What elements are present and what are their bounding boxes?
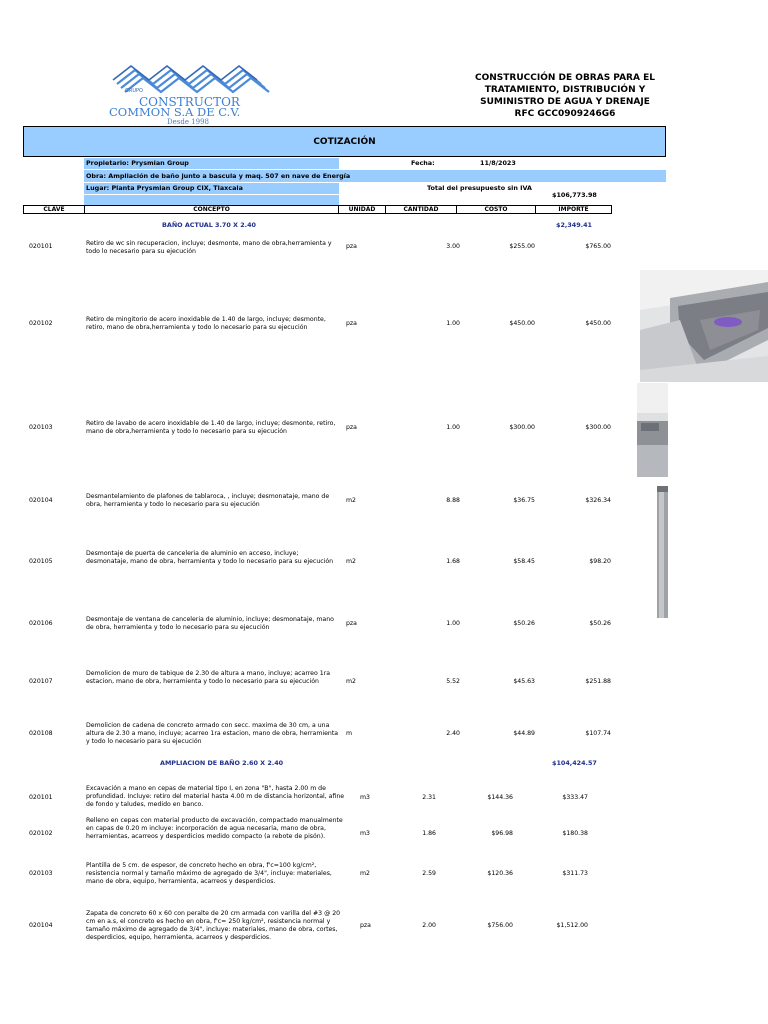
row-concepto: Zapata de concreto 60 x 60 con peralte de 20 cm armada con varilla del #3 @ 20 cm en a.s, el concreto es hecho en obra, f'c= 250 kg/cm², resistencia normal y tamaño máximo de agregado de 3/4", incluye: materiales, mano de obra, cortes, desperdicios, equipo, herramienta, acarreos y desperdicios.: [86, 910, 341, 941]
row-costo: $756.00: [487, 922, 513, 929]
row-costo: $96.98: [491, 830, 513, 837]
row-clave: 020106: [29, 620, 53, 627]
row-unidad: m3: [360, 830, 370, 837]
row-cantidad: 2.59: [422, 870, 436, 877]
col-clave: CLAVE: [23, 205, 85, 214]
row-unidad: pza: [346, 424, 357, 431]
work-label: Obra: Ampliación de baño junto a bascula y maq. 507 en nave de Energía: [86, 172, 351, 180]
section2-title: AMPLIACION DE BAÑO 2.60 X 2.40: [160, 759, 284, 767]
owner-label: Propietario: Prysmian Group: [86, 159, 189, 167]
row-costo: $450.00: [509, 320, 535, 327]
col-importe: IMPORTE: [535, 205, 612, 214]
row-costo: $300.00: [509, 424, 535, 431]
company-logo: [105, 62, 300, 124]
row-concepto: Demolicion de muro de tabique de 2.30 de altura a mano, incluye; acarreo 1ra estacion, mano de obra, herramienta y todo lo necesario para su ejecución: [86, 670, 331, 685]
row-concepto: Relleno en cepas con material producto de excavación, compactado manualmente en capas de 0.20 m incluye: incorporación de agua necesaria, mano de obra, herramientas, acarreos y desperdicios medido compacto (a rebote de pisón).: [86, 817, 343, 840]
row-cantidad: 1.68: [446, 558, 460, 565]
row-unidad: m2: [360, 870, 370, 877]
row-costo: $58.45: [513, 558, 535, 565]
section1-total: $2,349.41: [556, 221, 592, 229]
date-value: 11/8/2023: [480, 159, 516, 167]
section2-total: $104,424.57: [552, 759, 597, 767]
row-concepto: Plantilla de 5 cm. de espesor, de concreto hecho en obra, f'c=100 kg/cm², resistencia normal y tamaño máximo de agregado de 3/4", incluye: materiales, mano de obra, equipo, herramienta, acarreos y desperdicios.: [86, 862, 332, 885]
row-importe: $1,512.00: [556, 922, 588, 929]
row-cantidad: 1.86: [422, 830, 436, 837]
logo-line1: CONSTRUCTOR: [139, 95, 240, 109]
company-line-2: TRATAMIENTO, DISTRIBUCIÓN Y: [484, 85, 646, 95]
row-unidad: m: [346, 730, 353, 737]
row-clave: 020103: [29, 424, 53, 431]
col-cantidad: CANTIDAD: [385, 205, 457, 214]
row-clave: 020105: [29, 558, 53, 565]
logo-grupo: GRUPO: [125, 88, 143, 94]
info-band-gap: [84, 195, 339, 205]
row-concepto: Retiro de lavabo de acero inoxidable de 1.40 de largo, incluye; desmonte, retiro, mano de obra,herramienta y todo lo necesario para su ejecución: [86, 420, 336, 435]
site-photo-urinal: [640, 270, 768, 382]
col-unidad: UNIDAD: [338, 205, 386, 214]
total-label: Total del presupuesto sin IVA: [427, 184, 532, 192]
row-importe: $107.74: [585, 730, 611, 737]
row-importe: $98.20: [589, 558, 611, 565]
row-cantidad: 2.40: [446, 730, 460, 737]
section1-title: BAÑO ACTUAL 3.70 X 2.40: [162, 221, 256, 229]
row-cantidad: 1.00: [446, 320, 460, 327]
row-concepto: Desmantelamiento de plafones de tablaroca, , incluye; desmonataje, mano de obra, herramienta y todo lo necesario para su ejecución: [86, 493, 330, 508]
row-cantidad: 1.00: [446, 620, 460, 627]
company-line-1: CONSTRUCCIÓN DE OBRAS PARA EL: [475, 73, 655, 83]
row-importe: $251.88: [585, 678, 611, 685]
row-concepto: Retiro de wc sin recuperacion, incluye; desmonte, mano de obra,herramienta y todo lo necesario para su ejecución: [86, 240, 332, 255]
row-importe: $50.26: [589, 620, 611, 627]
row-clave: 020101: [29, 243, 53, 250]
row-clave: 020102: [29, 830, 53, 837]
row-concepto: Retiro de mingitorio de acero inoxidable de 1.40 de largo, incluye; desmonte, retiro, mano de obra,herramienta y todo lo necesario para su ejecución: [86, 316, 326, 331]
row-importe: $311.73: [562, 870, 588, 877]
row-costo: $255.00: [509, 243, 535, 250]
document-title-text: COTIZACIÓN: [313, 136, 376, 147]
row-costo: $50.26: [513, 620, 535, 627]
row-concepto: Desmontaje de puerta de canceleria de aluminio en acceso, incluye; desmonataje, mano de obra, herramienta y todo lo necesario para su ejecución: [86, 550, 334, 565]
row-clave: 020102: [29, 320, 53, 327]
col-concepto: CONCEPTO: [84, 205, 339, 214]
company-rfc: RFC GCC0909246G6: [514, 109, 616, 119]
row-clave: 020104: [29, 922, 53, 929]
row-unidad: m3: [360, 794, 370, 801]
row-costo: $120.36: [487, 870, 513, 877]
row-unidad: m2: [346, 497, 356, 504]
row-unidad: m2: [346, 678, 356, 685]
row-importe: $765.00: [585, 243, 611, 250]
row-costo: $36.75: [513, 497, 535, 504]
company-line-3: SUMINISTRO DE AGUA Y DRENAJE: [480, 97, 650, 107]
row-unidad: pza: [346, 320, 357, 327]
row-unidad: pza: [346, 243, 357, 250]
row-cantidad: 2.00: [422, 922, 436, 929]
row-importe: $333.47: [562, 794, 588, 801]
logo-line2: COMMON S.A DE C.V.: [109, 105, 241, 119]
row-unidad: pza: [346, 620, 357, 627]
site-photo-wall: [657, 486, 668, 618]
row-importe: $450.00: [585, 320, 611, 327]
row-importe: $326.34: [585, 497, 611, 504]
company-header: [470, 72, 660, 120]
row-unidad: pza: [360, 922, 371, 929]
row-costo: $45.63: [513, 678, 535, 685]
row-cantidad: 8.88: [446, 497, 460, 504]
row-costo: $144.36: [487, 794, 513, 801]
row-clave: 020107: [29, 678, 53, 685]
row-concepto: Desmontaje de ventana de canceleria de aluminio, incluye; desmonataje, mano de obra, herramienta y todo lo necesario para su ejecución: [86, 616, 334, 631]
row-importe: $180.38: [562, 830, 588, 837]
date-label: Fecha:: [411, 159, 435, 167]
row-cantidad: 3.00: [446, 243, 460, 250]
row-clave: 020103: [29, 870, 53, 877]
total-value: $106,773.98: [552, 191, 597, 199]
row-costo: $44.89: [513, 730, 535, 737]
row-cantidad: 1.00: [446, 424, 460, 431]
row-clave: 020108: [29, 730, 53, 737]
row-concepto: Demolicion de cadena de concreto armado con secc. maxima de 30 cm, a una altura de 2.30 a mano, incluye; acarreo 1ra estacion, mano de obra, herramienta y todo lo necesario para su ejecución: [86, 722, 339, 745]
row-unidad: m2: [346, 558, 356, 565]
place-label: Lugar: Planta Prysmian Group CIX, Tlaxcala: [86, 184, 243, 192]
row-concepto: Excavación a mano en cepas de material tipo I, en zona "B", hasta 2.00 m de profundidad. Incluye: retiro del material hasta 4.00 m de distancia horizontal, afine de fondo y taludes, medido en banco.: [86, 785, 345, 808]
row-clave: 020101: [29, 794, 53, 801]
row-cantidad: 2.31: [422, 794, 436, 801]
logo-line3: Desde 1998: [167, 118, 210, 124]
site-photo-sink: [637, 383, 668, 477]
row-cantidad: 5.52: [446, 678, 460, 685]
row-importe: $300.00: [585, 424, 611, 431]
col-costo: COSTO: [456, 205, 536, 214]
row-clave: 020104: [29, 497, 53, 504]
document-title: [23, 126, 666, 157]
